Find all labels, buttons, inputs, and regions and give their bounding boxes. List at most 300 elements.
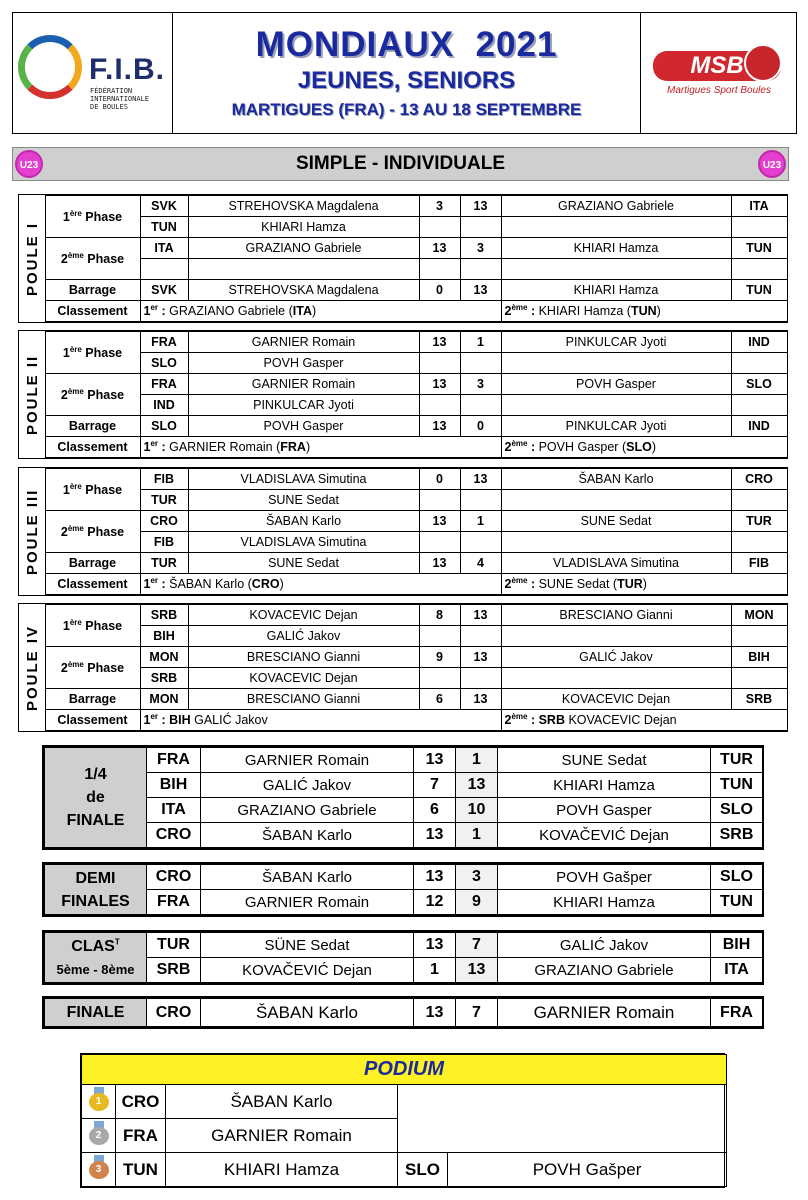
player-name: PINKULCAR Jyoti xyxy=(501,416,731,437)
nation: IND xyxy=(731,416,787,437)
score xyxy=(419,490,460,511)
nation: SRB xyxy=(140,605,188,626)
score: 13 xyxy=(456,773,498,798)
nation: BIH xyxy=(711,933,763,958)
score: 3 xyxy=(456,865,498,890)
classement-row xyxy=(19,574,787,595)
score: 13 xyxy=(419,511,460,532)
player-name xyxy=(501,353,731,374)
medal-rank: 1 xyxy=(89,1093,109,1111)
nation: TUN xyxy=(711,773,763,798)
msb-logo xyxy=(641,13,796,133)
nation: SLO xyxy=(398,1153,448,1187)
nation: MON xyxy=(140,647,188,668)
score xyxy=(419,353,460,374)
score xyxy=(460,532,501,553)
nation xyxy=(731,532,787,553)
score: 13 xyxy=(460,196,501,217)
nation: BIH xyxy=(731,647,787,668)
nation: SLO xyxy=(711,798,763,823)
player-name: GARNIER Romain xyxy=(201,890,414,915)
nation: MON xyxy=(140,689,188,710)
nation: FIB xyxy=(140,469,188,490)
player-name: VLADISLAVA Simutina xyxy=(188,532,419,553)
nation: FRA xyxy=(147,890,201,915)
stage-label-line: de xyxy=(86,789,105,806)
player-name: KOVAČEVIĆ Dejan xyxy=(201,958,414,983)
player-name xyxy=(501,217,731,238)
nation: TUR xyxy=(731,511,787,532)
stage-label-sup: T xyxy=(114,937,120,947)
player-name: POVH Gasper xyxy=(188,416,419,437)
score xyxy=(419,217,460,238)
final-table xyxy=(42,996,764,1029)
nation: SVK xyxy=(140,196,188,217)
nation: ITA xyxy=(147,798,201,823)
poule-label: POULE I xyxy=(23,221,41,296)
page-subtitle: JEUNES, SENIORS xyxy=(297,67,516,94)
ranking-name: POVH Gasper xyxy=(538,440,619,454)
nation: FRA xyxy=(711,999,763,1027)
match-row xyxy=(19,196,787,217)
score: 1 xyxy=(456,823,498,848)
score: 13 xyxy=(460,647,501,668)
player-name: GALIĆ Jakov xyxy=(501,647,731,668)
match-row xyxy=(45,865,763,890)
player-name: BRESCIANO Gianni xyxy=(501,605,731,626)
poule-table xyxy=(18,330,788,459)
nation: MON xyxy=(731,605,787,626)
nation: SRB xyxy=(711,823,763,848)
match-row xyxy=(45,823,763,848)
match-row xyxy=(19,553,787,574)
phase-label: 2ème Phase xyxy=(45,374,140,416)
player-name: PINKULCAR Jyoti xyxy=(501,332,731,353)
phase-label: 1ère Phase xyxy=(45,469,140,511)
player-name: POVH Gasper xyxy=(498,798,711,823)
nation: FRA xyxy=(116,1119,166,1153)
podium-row xyxy=(82,1085,727,1119)
score: 1 xyxy=(460,511,501,532)
player-name: STREHOVSKA Magdalena xyxy=(188,280,419,301)
phase-label: 2ème Phase xyxy=(45,238,140,280)
ranking-first: 1er : GRAZIANO Gabriele (ITA) xyxy=(140,301,501,322)
nation xyxy=(731,353,787,374)
player-name: GRAZIANO Gabriele xyxy=(498,958,711,983)
page-title: MONDIAUX 2021 xyxy=(255,25,558,64)
nation: CRO xyxy=(147,865,201,890)
classement-row xyxy=(19,301,787,322)
phase-label: Barrage xyxy=(45,280,140,301)
nation: SLO xyxy=(731,374,787,395)
player-name: GRAZIANO Gabriele xyxy=(201,798,414,823)
poule-label: POULE II xyxy=(23,354,41,435)
ranking-name: GARNIER Romain xyxy=(169,440,273,454)
nation: SRB xyxy=(140,668,188,689)
player-name: KOVACEVIC Dejan xyxy=(188,605,419,626)
medal-cell xyxy=(82,1153,116,1187)
score xyxy=(460,668,501,689)
player-name: GARNIER Romain xyxy=(201,748,414,773)
score: 13 xyxy=(414,823,456,848)
ranking-name: KHIARI Hamza xyxy=(538,304,624,318)
player-name: GARNIER Romain xyxy=(498,999,711,1027)
score: 13 xyxy=(456,958,498,983)
nation: CRO xyxy=(116,1085,166,1119)
ranking-nation: BIH xyxy=(169,713,195,727)
semi-final-table xyxy=(42,862,764,917)
u23-badge-left: U23 xyxy=(15,150,43,178)
score xyxy=(460,626,501,647)
placement-5-8-table xyxy=(42,930,764,985)
nation xyxy=(731,626,787,647)
nation: FIB xyxy=(140,532,188,553)
player-name: GALIĆ Jakov xyxy=(188,626,419,647)
player-name: KHIARI Hamza xyxy=(498,773,711,798)
nation: IND xyxy=(731,332,787,353)
match-row xyxy=(45,890,763,915)
nation: CRO xyxy=(147,999,201,1027)
score: 13 xyxy=(414,748,456,773)
player-name: BRESCIANO Gianni xyxy=(188,647,419,668)
score: 3 xyxy=(460,238,501,259)
ranking-nation: TUN xyxy=(630,304,657,318)
player-name xyxy=(188,259,419,280)
podium-title: PODIUM xyxy=(82,1055,727,1085)
score: 13 xyxy=(460,605,501,626)
player-name: KHIARI Hamza xyxy=(166,1153,398,1187)
msb-subtitle: Martigues Sport Boules xyxy=(667,85,771,96)
nation: TUN xyxy=(140,217,188,238)
ranking-name: KOVACEVIC Dejan xyxy=(568,713,677,727)
score: 13 xyxy=(419,374,460,395)
poule-table xyxy=(18,194,788,323)
phase-label: Barrage xyxy=(45,416,140,437)
nation: SVK xyxy=(140,280,188,301)
score: 7 xyxy=(414,773,456,798)
nation xyxy=(731,668,787,689)
ranking-first: 1er : ŠABAN Karlo (CRO) xyxy=(140,574,501,595)
stage-label-main: CLAS xyxy=(71,937,115,955)
ranking-first: 1er : GARNIER Romain (FRA) xyxy=(140,437,501,458)
score xyxy=(460,490,501,511)
fib-full-name: FÉDÉRATION INTERNATIONALE DE BOULES xyxy=(90,87,150,111)
ranking-second: 2ème : SUNE Sedat (TUR) xyxy=(501,574,787,595)
score: 13 xyxy=(460,280,501,301)
nation xyxy=(731,259,787,280)
page-header xyxy=(12,12,797,134)
medal-cell xyxy=(82,1085,116,1119)
nation: TUN xyxy=(731,280,787,301)
poule-table xyxy=(18,603,788,732)
poule-table xyxy=(18,467,788,596)
score xyxy=(419,259,460,280)
score: 0 xyxy=(419,469,460,490)
score: 13 xyxy=(419,416,460,437)
phase-label: 2ème Phase xyxy=(45,647,140,689)
player-name: ŠABAN Karlo xyxy=(201,823,414,848)
match-row xyxy=(19,332,787,353)
player-name: PINKULCAR Jyoti xyxy=(188,395,419,416)
section-title-bar xyxy=(12,147,789,181)
stage-label-line: 1/4 xyxy=(84,766,107,783)
ranking-second: 2ème : SRB KOVACEVIC Dejan xyxy=(501,710,787,731)
score xyxy=(460,395,501,416)
score: 6 xyxy=(414,798,456,823)
nation: FIB xyxy=(731,553,787,574)
player-name: SUNE Sedat xyxy=(188,553,419,574)
score: 9 xyxy=(419,647,460,668)
score: 1 xyxy=(456,748,498,773)
player-name: KHIARI Hamza xyxy=(498,890,711,915)
medal-cell xyxy=(82,1119,116,1153)
podium-row xyxy=(82,1153,727,1187)
nation: CRO xyxy=(147,823,201,848)
nation: FRA xyxy=(147,748,201,773)
player-name: KOVAČEVIĆ Dejan xyxy=(498,823,711,848)
score: 3 xyxy=(419,196,460,217)
score: 7 xyxy=(456,999,498,1027)
classement-row xyxy=(19,437,787,458)
match-row xyxy=(45,748,763,773)
nation: TUN xyxy=(731,238,787,259)
nation: TUR xyxy=(147,933,201,958)
msb-logo-text: MSB xyxy=(653,51,781,81)
match-row xyxy=(45,958,763,983)
match-row xyxy=(45,933,763,958)
score: 13 xyxy=(414,999,456,1027)
stage-label-line: DEMI xyxy=(75,869,116,887)
phase-label: 1ère Phase xyxy=(45,605,140,647)
ranking-nation: TUR xyxy=(617,577,643,591)
nation: TUN xyxy=(711,890,763,915)
player-name: POVH Gašper xyxy=(448,1153,727,1187)
score: 7 xyxy=(456,933,498,958)
stage-label-line: FINALE xyxy=(66,812,125,829)
medal-icon xyxy=(89,1087,109,1111)
score: 4 xyxy=(460,553,501,574)
player-name: GRAZIANO Gabriele xyxy=(188,238,419,259)
semi-label xyxy=(45,865,147,915)
nation: FRA xyxy=(140,332,188,353)
classement-row xyxy=(19,710,787,731)
score xyxy=(419,532,460,553)
nation xyxy=(731,490,787,511)
player-name: KOVACEVIC Dejan xyxy=(501,689,731,710)
ranking-name: GALIĆ Jakov xyxy=(194,713,268,727)
score: 10 xyxy=(456,798,498,823)
section-title: SIMPLE - INDIVIDUALE xyxy=(295,153,505,174)
player-name: ŠABAN Karlo xyxy=(201,865,414,890)
classement-label: Classement xyxy=(45,710,140,731)
score: 0 xyxy=(419,280,460,301)
score: 3 xyxy=(460,374,501,395)
nation: FRA xyxy=(140,374,188,395)
phase-label: 1ère Phase xyxy=(45,196,140,238)
match-row xyxy=(45,773,763,798)
match-row xyxy=(19,280,787,301)
player-name xyxy=(501,259,731,280)
nation: TUR xyxy=(140,553,188,574)
ranking-nation: SRB xyxy=(538,713,569,727)
classement-label: Classement xyxy=(45,437,140,458)
player-name: KHIARI Hamza xyxy=(188,217,419,238)
podium-table xyxy=(80,1053,725,1188)
score: 13 xyxy=(460,469,501,490)
match-row xyxy=(19,511,787,532)
player-name: SUNE Sedat xyxy=(498,748,711,773)
poule-label: POULE III xyxy=(23,488,41,575)
player-name: BRESCIANO Gianni xyxy=(188,689,419,710)
player-name: VLADISLAVA Simutina xyxy=(188,469,419,490)
player-name: ŠABAN Karlo xyxy=(201,999,414,1027)
match-row xyxy=(45,798,763,823)
score: 8 xyxy=(419,605,460,626)
medal-rank: 2 xyxy=(89,1127,109,1145)
player-name xyxy=(501,626,731,647)
fib-logo xyxy=(13,13,173,133)
nation: TUR xyxy=(711,748,763,773)
nation: TUR xyxy=(140,490,188,511)
ranking-nation: FRA xyxy=(280,440,306,454)
boule-icon xyxy=(744,44,782,82)
player-name: KOVACEVIC Dejan xyxy=(188,668,419,689)
nation: TUN xyxy=(116,1153,166,1187)
match-row xyxy=(19,416,787,437)
score xyxy=(419,626,460,647)
nation: SLO xyxy=(140,416,188,437)
ranking-second: 2ème : KHIARI Hamza (TUN) xyxy=(501,301,787,322)
score xyxy=(460,259,501,280)
nation: ITA xyxy=(711,958,763,983)
nation: BIH xyxy=(140,626,188,647)
nation: SLO xyxy=(711,865,763,890)
event-location: MARTIGUES (FRA) - 13 AU 18 SEPTEMBRE xyxy=(231,100,582,119)
score: 1 xyxy=(460,332,501,353)
score: 1 xyxy=(414,958,456,983)
score: 9 xyxy=(456,890,498,915)
empty-cell xyxy=(398,1085,727,1153)
player-name: ŠABAN Karlo xyxy=(166,1085,398,1119)
player-name: GARNIER Romain xyxy=(188,332,419,353)
nation: SRB xyxy=(147,958,201,983)
score: 13 xyxy=(414,933,456,958)
player-name: ŠABAN Karlo xyxy=(188,511,419,532)
score: 13 xyxy=(419,238,460,259)
match-row xyxy=(19,469,787,490)
player-name: SÜNE Sedat xyxy=(201,933,414,958)
score xyxy=(419,668,460,689)
nation xyxy=(731,217,787,238)
score: 13 xyxy=(414,865,456,890)
player-name: GALIĆ Jakov xyxy=(498,933,711,958)
header-titles xyxy=(173,13,641,133)
quarter-label xyxy=(45,748,147,848)
player-name: ŠABAN Karlo xyxy=(501,469,731,490)
score xyxy=(419,395,460,416)
player-name: STREHOVSKA Magdalena xyxy=(188,196,419,217)
nation: SLO xyxy=(140,353,188,374)
player-name: SUNE Sedat xyxy=(188,490,419,511)
u23-badge-right: U23 xyxy=(758,150,786,178)
player-name: POVH Gasper xyxy=(188,353,419,374)
player-name xyxy=(501,668,731,689)
player-name: GALIĆ Jakov xyxy=(201,773,414,798)
medal-icon xyxy=(89,1121,109,1145)
classement-label: Classement xyxy=(45,574,140,595)
player-name: KHIARI Hamza xyxy=(501,280,731,301)
poule-label: POULE IV xyxy=(23,624,41,711)
player-name: GARNIER Romain xyxy=(188,374,419,395)
score: 13 xyxy=(419,332,460,353)
medal-rank: 3 xyxy=(89,1161,109,1179)
player-name: GARNIER Romain xyxy=(166,1119,398,1153)
score: 0 xyxy=(460,416,501,437)
final-label: FINALE xyxy=(45,999,147,1027)
player-name xyxy=(501,490,731,511)
ranking-nation: ITA xyxy=(292,304,312,318)
player-name xyxy=(501,395,731,416)
stage-label-line xyxy=(45,935,146,958)
score: 13 xyxy=(419,553,460,574)
player-name: POVH Gasper xyxy=(501,374,731,395)
nation: CRO xyxy=(140,511,188,532)
ranking-name: ŠABAN Karlo xyxy=(169,577,245,591)
ranking-name: SUNE Sedat xyxy=(538,577,610,591)
nation: BIH xyxy=(147,773,201,798)
score: 13 xyxy=(460,689,501,710)
match-row xyxy=(19,238,787,259)
fib-logo-text: F.I.B. xyxy=(89,53,166,86)
match-row xyxy=(19,647,787,668)
nation: IND xyxy=(140,395,188,416)
match-row xyxy=(19,689,787,710)
score: 6 xyxy=(419,689,460,710)
score: 12 xyxy=(414,890,456,915)
phase-label: 2ème Phase xyxy=(45,511,140,553)
player-name: GRAZIANO Gabriele xyxy=(501,196,731,217)
stage-label-line: FINALES xyxy=(61,892,130,910)
nation: ITA xyxy=(140,238,188,259)
fib-ring-icon xyxy=(18,35,82,99)
phase-label: Barrage xyxy=(45,553,140,574)
ranking-first: 1er : BIH GALIĆ Jakov xyxy=(140,710,501,731)
clast-label xyxy=(45,933,147,983)
quarter-final-table xyxy=(42,745,764,850)
stage-label-line: 5ème - 8ème xyxy=(56,961,135,977)
nation xyxy=(140,259,188,280)
match-row xyxy=(19,374,787,395)
classement-label: Classement xyxy=(45,301,140,322)
nation: SRB xyxy=(731,689,787,710)
nation: CRO xyxy=(731,469,787,490)
medal-icon xyxy=(89,1155,109,1179)
ranking-nation: CRO xyxy=(251,577,280,591)
score xyxy=(460,217,501,238)
phase-label: 1ère Phase xyxy=(45,332,140,374)
player-name: KHIARI Hamza xyxy=(501,238,731,259)
player-name: VLADISLAVA Simutina xyxy=(501,553,731,574)
match-row xyxy=(19,605,787,626)
player-name: POVH Gašper xyxy=(498,865,711,890)
ranking-second: 2ème : POVH Gasper (SLO) xyxy=(501,437,787,458)
player-name xyxy=(501,532,731,553)
phase-label: Barrage xyxy=(45,689,140,710)
score xyxy=(460,353,501,374)
ranking-name: GRAZIANO Gabriele xyxy=(169,304,286,318)
nation xyxy=(731,395,787,416)
player-name: SUNE Sedat xyxy=(501,511,731,532)
